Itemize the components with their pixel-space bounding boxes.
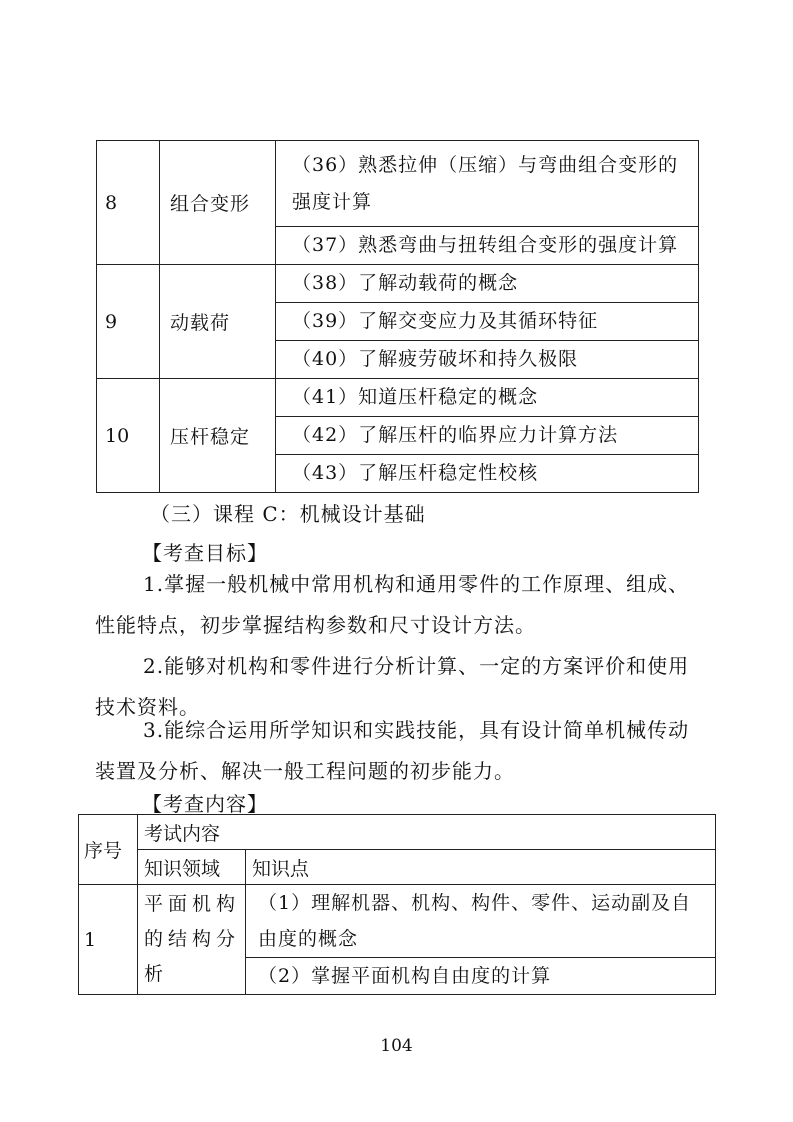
objective-paragraph: 3.能综合运用所学知识和实践技能，具有设计简单机械传动装置及分析、解决一般工程问题的初步能力。 [95, 718, 690, 783]
knowledge-point: （37）熟悉弯曲与扭转组合变形的强度计算 [276, 227, 699, 265]
knowledge-point: （2）掌握平面机构自由度的计算 [246, 958, 716, 995]
knowledge-domain: 平面机构的结构分析 [138, 885, 246, 995]
knowledge-domain: 压杆稳定 [160, 379, 276, 493]
objectives-heading: 【考查目标】 [142, 541, 268, 565]
header-number: 序号 [79, 815, 138, 885]
row-number: 9 [97, 265, 160, 379]
knowledge-point: （38）了解动载荷的概念 [276, 265, 699, 303]
content-heading: 【考查内容】 [142, 792, 268, 816]
exam-content-table [78, 814, 716, 995]
page-number: 104 [380, 1036, 413, 1056]
knowledge-domain: 动载荷 [160, 265, 276, 379]
objective-paragraph: 1.掌握一般机械中常用机构和通用零件的工作原理、组成、性能特点，初步掌握结构参数和尺寸设计方法。 [95, 572, 690, 637]
knowledge-point: （42）了解压杆的临界应力计算方法 [276, 417, 699, 455]
knowledge-point: （1）理解机器、机构、构件、零件、运动副及自由度的概念 [246, 885, 716, 958]
objective-paragraph: 2.能够对机构和零件进行分析计算、一定的方案评价和使用技术资料。 [95, 654, 690, 719]
knowledge-point: （43）了解压杆稳定性校核 [276, 455, 699, 493]
header-exam-content: 考试内容 [138, 815, 716, 850]
header-knowledge-domain: 知识领域 [138, 850, 246, 885]
knowledge-point: （36）熟悉拉伸（压缩）与弯曲组合变形的强度计算 [276, 141, 699, 227]
knowledge-point: （41）知道压杆稳定的概念 [276, 379, 699, 417]
knowledge-domain: 组合变形 [160, 141, 276, 265]
exam-content-table-continued [96, 140, 699, 493]
row-number: 1 [79, 885, 138, 995]
row-number: 10 [97, 379, 160, 493]
knowledge-point: （39）了解交变应力及其循环特征 [276, 303, 699, 341]
header-knowledge-point: 知识点 [246, 850, 716, 885]
knowledge-point: （40）了解疲劳破坏和持久极限 [276, 341, 699, 379]
row-number: 8 [97, 141, 160, 265]
course-title: （三）课程 C：机械设计基础 [150, 502, 426, 526]
